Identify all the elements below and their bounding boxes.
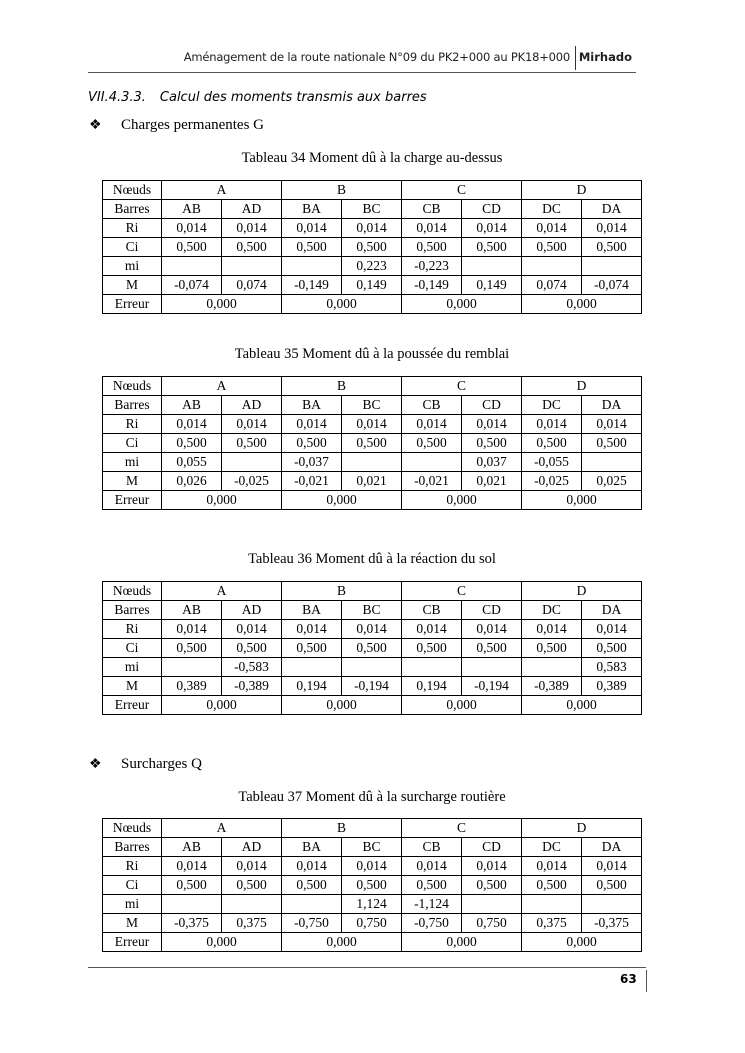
table-cell: 0,014 [282, 620, 342, 639]
table-cell: 0,014 [162, 415, 222, 434]
diamond-bullet-icon: ❖ [89, 118, 102, 133]
table-cell: 0,014 [522, 857, 582, 876]
table-cell: -0,375 [582, 914, 642, 933]
table-cell: 0,014 [402, 219, 462, 238]
table-row-barres [103, 200, 642, 219]
row-label: Barres [103, 838, 162, 857]
table-cell: -0,074 [582, 276, 642, 295]
table-cell: 0,194 [282, 677, 342, 696]
table-cell: 0,500 [282, 434, 342, 453]
bar-header: AB [162, 396, 222, 415]
bar-header: DC [522, 838, 582, 857]
table-row-m [103, 677, 642, 696]
bar-header: BC [342, 200, 402, 219]
table-cell: 0,014 [582, 219, 642, 238]
table-cell [222, 895, 282, 914]
table-cell: 0,500 [282, 639, 342, 658]
table-cell: 0,000 [522, 295, 642, 314]
table-cell: 0,223 [342, 257, 402, 276]
table-row-erreur [103, 491, 642, 510]
bullet-text: Surcharges Q [121, 756, 202, 772]
table-cell: 0,014 [582, 620, 642, 639]
table-cell: 0,000 [522, 933, 642, 952]
node-header: C [402, 377, 522, 396]
table-cell [522, 895, 582, 914]
table-cell: -0,149 [402, 276, 462, 295]
bar-header: AD [222, 200, 282, 219]
row-label: mi [103, 895, 162, 914]
table-cell: 0,500 [582, 238, 642, 257]
table-cell [582, 895, 642, 914]
table-row-ci [103, 434, 642, 453]
table-cell: 0,149 [342, 276, 402, 295]
table-row-noeuds [103, 377, 642, 396]
node-header: B [282, 181, 402, 200]
bar-header: AB [162, 601, 222, 620]
table-cell: 0,014 [582, 415, 642, 434]
table-cell: 0,055 [162, 453, 222, 472]
table-cell: -0,074 [162, 276, 222, 295]
table-cell: -0,389 [222, 677, 282, 696]
table-cell: 0,500 [282, 238, 342, 257]
caption-tableau-35: Tableau 35 Moment dû à la poussée du remblai [234, 346, 510, 362]
bar-header: CB [402, 838, 462, 857]
table-cell: 0,014 [462, 219, 522, 238]
table-cell: 0,500 [522, 238, 582, 257]
bar-header: AD [222, 838, 282, 857]
table-cell: 1,124 [342, 895, 402, 914]
footer-rule [88, 967, 646, 968]
table-cell: 0,500 [162, 434, 222, 453]
header-title: Aménagement de la route nationale N°09 du PK2+000 au PK18+000 [183, 50, 570, 64]
bar-header: AD [222, 601, 282, 620]
bar-header: CB [402, 601, 462, 620]
header-separator [575, 46, 576, 70]
row-label: M [103, 276, 162, 295]
table-cell: 0,021 [462, 472, 522, 491]
table-cell [282, 257, 342, 276]
bar-header: BC [342, 838, 402, 857]
row-label: Ci [103, 639, 162, 658]
table-cell: 0,500 [402, 434, 462, 453]
table-cell: -0,149 [282, 276, 342, 295]
table-cell: 0,000 [162, 696, 282, 715]
table-cell: 0,389 [582, 677, 642, 696]
node-header: C [402, 582, 522, 601]
table-cell [222, 453, 282, 472]
table-row-m [103, 276, 642, 295]
table-cell [522, 257, 582, 276]
table-cell [342, 453, 402, 472]
table-cell: -0,194 [342, 677, 402, 696]
page-header [88, 44, 636, 73]
row-label: Barres [103, 200, 162, 219]
table-cell: 0,500 [162, 876, 222, 895]
table-cell: -0,194 [462, 677, 522, 696]
table-tableau-37 [102, 818, 642, 952]
table-row-mi [103, 257, 642, 276]
table-cell: 0,014 [522, 219, 582, 238]
table-cell: 0,026 [162, 472, 222, 491]
table-cell: -0,375 [162, 914, 222, 933]
table-cell: 0,500 [162, 639, 222, 658]
table-cell: 0,500 [222, 434, 282, 453]
table-cell: -0,021 [402, 472, 462, 491]
table-cell: 0,500 [522, 876, 582, 895]
table-cell [462, 257, 522, 276]
table-cell [342, 658, 402, 677]
table-row-m [103, 472, 642, 491]
row-label: Erreur [103, 933, 162, 952]
table-cell: 0,021 [342, 472, 402, 491]
table-cell: 0,014 [222, 620, 282, 639]
table-cell [162, 257, 222, 276]
row-label: Ci [103, 434, 162, 453]
table-cell: 0,500 [342, 238, 402, 257]
table-row-m [103, 914, 642, 933]
table-row-erreur [103, 933, 642, 952]
row-label: Erreur [103, 491, 162, 510]
table-cell: 0,500 [582, 434, 642, 453]
row-label: mi [103, 257, 162, 276]
caption-tableau-34: Tableau 34 Moment dû à la charge au-dessus [241, 150, 503, 166]
row-label: Barres [103, 396, 162, 415]
table-row-ci [103, 639, 642, 658]
table-cell: 0,750 [342, 914, 402, 933]
table-cell: -0,389 [522, 677, 582, 696]
table-row-ci [103, 238, 642, 257]
table-cell: 0,500 [522, 639, 582, 658]
table-cell: -0,025 [522, 472, 582, 491]
table-cell: 0,014 [282, 219, 342, 238]
table-cell: 0,500 [282, 876, 342, 895]
table-cell: 0,014 [402, 415, 462, 434]
table-cell [222, 257, 282, 276]
table-cell: 0,014 [222, 219, 282, 238]
table-cell: -0,021 [282, 472, 342, 491]
table-tableau-34 [102, 180, 642, 314]
table-cell: 0,000 [402, 491, 522, 510]
table-cell: 0,500 [462, 238, 522, 257]
table-cell: 0,014 [402, 620, 462, 639]
table-cell [162, 895, 222, 914]
table-cell: 0,500 [462, 639, 522, 658]
table-row-noeuds [103, 582, 642, 601]
table-cell: 0,014 [402, 857, 462, 876]
bar-header: BA [282, 396, 342, 415]
table-tableau-35 [102, 376, 642, 510]
node-header: C [402, 819, 522, 838]
row-label: Erreur [103, 696, 162, 715]
table-row-erreur [103, 295, 642, 314]
table-cell: 0,500 [222, 238, 282, 257]
row-label: Ri [103, 415, 162, 434]
table-cell: 0,375 [522, 914, 582, 933]
bullet-surcharges [89, 756, 202, 773]
table-cell: -0,223 [402, 257, 462, 276]
table-row-barres [103, 396, 642, 415]
table-cell: -0,055 [522, 453, 582, 472]
table-cell: 0,500 [462, 876, 522, 895]
table-cell [282, 658, 342, 677]
node-header: B [282, 377, 402, 396]
node-header: D [522, 582, 642, 601]
table-cell: 0,014 [282, 415, 342, 434]
caption-tableau-36: Tableau 36 Moment dû à la réaction du sol [248, 551, 496, 567]
bar-header: CD [462, 601, 522, 620]
table-cell: 0,014 [222, 415, 282, 434]
bar-header: DA [582, 396, 642, 415]
table-cell: 0,500 [342, 639, 402, 658]
row-label: mi [103, 453, 162, 472]
table-cell: -0,750 [282, 914, 342, 933]
table-cell: 0,074 [522, 276, 582, 295]
row-label: mi [103, 658, 162, 677]
table-row-ri [103, 219, 642, 238]
row-label: Nœuds [103, 377, 162, 396]
node-header: A [162, 582, 282, 601]
bar-header: BA [282, 200, 342, 219]
table-cell: 0,000 [282, 295, 402, 314]
table-cell: 0,014 [282, 857, 342, 876]
table-cell [462, 895, 522, 914]
table-cell: 0,025 [582, 472, 642, 491]
bar-header: DC [522, 601, 582, 620]
table-cell: 0,014 [522, 415, 582, 434]
table-cell: 0,014 [162, 219, 222, 238]
table-cell: 0,000 [282, 933, 402, 952]
row-label: M [103, 677, 162, 696]
table-cell: 0,500 [582, 876, 642, 895]
table-cell: 0,389 [162, 677, 222, 696]
node-header: A [162, 181, 282, 200]
table-cell: 0,014 [162, 620, 222, 639]
row-label: Nœuds [103, 819, 162, 838]
row-label: Ri [103, 857, 162, 876]
bar-header: DC [522, 200, 582, 219]
table-row-ri [103, 857, 642, 876]
table-cell: 0,000 [402, 696, 522, 715]
table-cell [162, 658, 222, 677]
table-cell: 0,500 [402, 639, 462, 658]
table-cell: 0,500 [342, 876, 402, 895]
row-label: M [103, 914, 162, 933]
table-cell: 0,500 [222, 876, 282, 895]
table-row-mi [103, 453, 642, 472]
table-cell: 0,500 [402, 876, 462, 895]
table-cell: 0,000 [522, 491, 642, 510]
bullet-charges-permanentes [89, 117, 264, 134]
table-row-noeuds [103, 181, 642, 200]
table-cell: 0,014 [342, 857, 402, 876]
node-header: B [282, 582, 402, 601]
row-label: Ci [103, 876, 162, 895]
table-cell: 0,500 [342, 434, 402, 453]
bar-header: BA [282, 838, 342, 857]
table-cell: 0,000 [282, 491, 402, 510]
bar-header: DC [522, 396, 582, 415]
row-label: Erreur [103, 295, 162, 314]
table-cell: 0,750 [462, 914, 522, 933]
section-number: VII.4.3.3. [88, 90, 146, 105]
table-row-erreur [103, 696, 642, 715]
node-header: D [522, 819, 642, 838]
section-heading [88, 90, 427, 105]
table-cell: -0,025 [222, 472, 282, 491]
table-cell: 0,583 [582, 658, 642, 677]
table-cell: 0,000 [282, 696, 402, 715]
bar-header: CD [462, 200, 522, 219]
table-cell: 0,000 [162, 933, 282, 952]
header-brand: Mirhado [578, 50, 632, 64]
row-label: Ri [103, 620, 162, 639]
row-label: Ci [103, 238, 162, 257]
table-cell: -1,124 [402, 895, 462, 914]
table-cell: 0,500 [402, 238, 462, 257]
table-cell: -0,037 [282, 453, 342, 472]
table-cell: 0,000 [402, 933, 522, 952]
node-header: D [522, 377, 642, 396]
bar-header: AB [162, 838, 222, 857]
table-cell [402, 658, 462, 677]
table-row-barres [103, 838, 642, 857]
section-title: Calcul des moments transmis aux barres [159, 90, 427, 105]
bar-header: AD [222, 396, 282, 415]
bar-header: BC [342, 396, 402, 415]
row-label: Nœuds [103, 181, 162, 200]
table-cell: 0,014 [222, 857, 282, 876]
bar-header: AB [162, 200, 222, 219]
node-header: D [522, 181, 642, 200]
table-tableau-36 [102, 581, 642, 715]
table-cell [522, 658, 582, 677]
page-number: 63 [620, 972, 637, 986]
table-row-mi [103, 895, 642, 914]
table-cell: 0,500 [462, 434, 522, 453]
table-cell: 0,014 [162, 857, 222, 876]
node-header: A [162, 819, 282, 838]
table-cell: 0,000 [402, 295, 522, 314]
table-row-ci [103, 876, 642, 895]
bar-header: CB [402, 396, 462, 415]
table-cell: 0,014 [462, 415, 522, 434]
table-cell: 0,014 [342, 620, 402, 639]
table-row-ri [103, 620, 642, 639]
diamond-bullet-icon: ❖ [89, 757, 102, 772]
row-label: Nœuds [103, 582, 162, 601]
bar-header: DA [582, 601, 642, 620]
table-cell: -0,583 [222, 658, 282, 677]
table-cell: 0,074 [222, 276, 282, 295]
table-cell [402, 453, 462, 472]
caption-tableau-37: Tableau 37 Moment dû à la surcharge routière [238, 789, 506, 805]
table-cell [282, 895, 342, 914]
table-cell: 0,000 [522, 696, 642, 715]
row-label: Barres [103, 601, 162, 620]
row-label: Ri [103, 219, 162, 238]
bar-header: DA [582, 200, 642, 219]
bullet-text: Charges permanentes G [121, 117, 265, 133]
table-cell [582, 257, 642, 276]
table-cell: 0,500 [222, 639, 282, 658]
bar-header: BC [342, 601, 402, 620]
bar-header: BA [282, 601, 342, 620]
footer-separator [646, 970, 647, 992]
table-cell: 0,037 [462, 453, 522, 472]
table-cell: 0,000 [162, 491, 282, 510]
table-cell [462, 658, 522, 677]
node-header: B [282, 819, 402, 838]
table-cell: 0,000 [162, 295, 282, 314]
bar-header: CD [462, 838, 522, 857]
bar-header: CB [402, 200, 462, 219]
table-cell: 0,500 [162, 238, 222, 257]
table-cell: 0,375 [222, 914, 282, 933]
node-header: A [162, 377, 282, 396]
table-row-ri [103, 415, 642, 434]
node-header: C [402, 181, 522, 200]
table-cell: 0,014 [582, 857, 642, 876]
table-cell: 0,500 [522, 434, 582, 453]
table-cell: 0,500 [582, 639, 642, 658]
table-cell: 0,014 [462, 620, 522, 639]
table-row-noeuds [103, 819, 642, 838]
table-cell: 0,014 [522, 620, 582, 639]
row-label: M [103, 472, 162, 491]
bar-header: DA [582, 838, 642, 857]
table-cell: 0,149 [462, 276, 522, 295]
table-cell: 0,194 [402, 677, 462, 696]
table-cell: 0,014 [342, 415, 402, 434]
table-cell [582, 453, 642, 472]
table-row-mi [103, 658, 642, 677]
table-cell: -0,750 [402, 914, 462, 933]
table-row-barres [103, 601, 642, 620]
table-cell: 0,014 [342, 219, 402, 238]
bar-header: CD [462, 396, 522, 415]
table-cell: 0,014 [462, 857, 522, 876]
